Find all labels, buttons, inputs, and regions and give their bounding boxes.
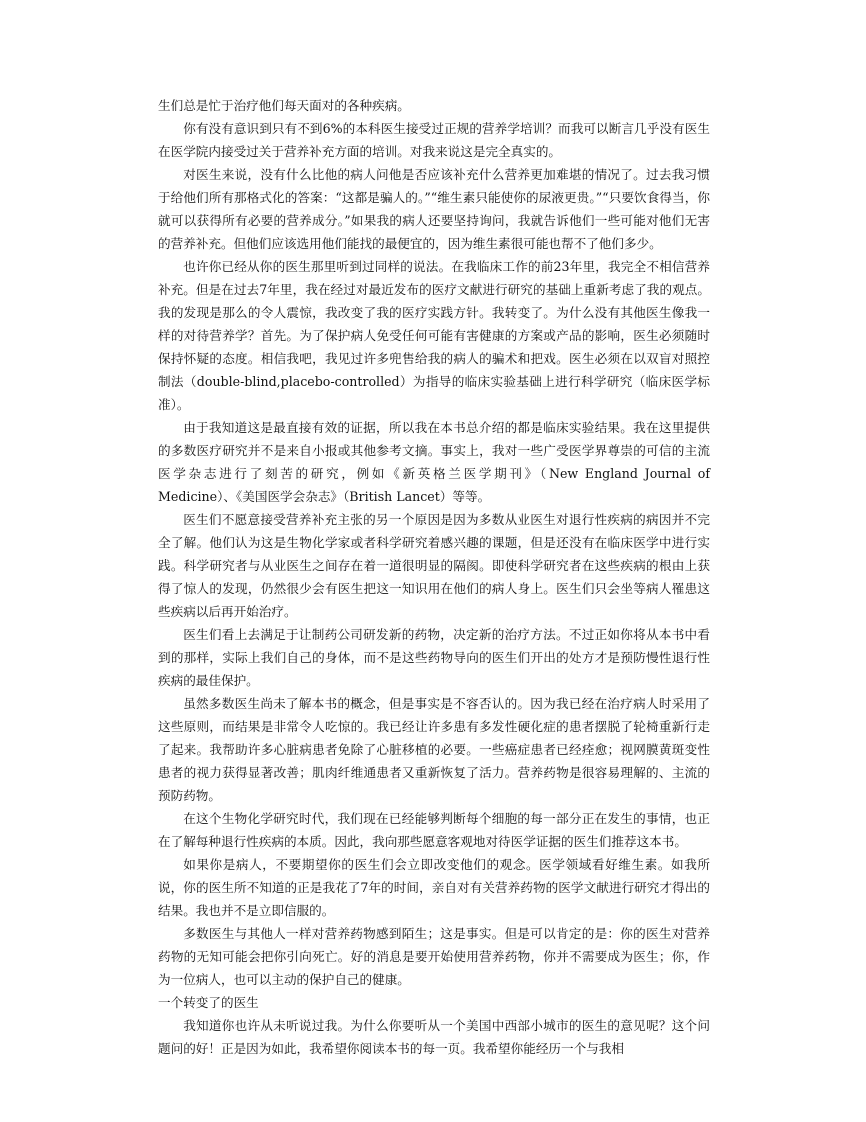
paragraph: 多数医生与其他人一样对营养药物感到陌生；这是事实。但是可以肯定的是：你的医生对营养药物的无知可能会把你引向死亡。好的消息是要开始使用营养药物，你并不需要成为医生；你，作为一位病人，也可以主动的保护自己的健康。	[158, 926, 710, 987]
paragraph: 在这个生物化学研究时代，我们现在已经能够判断每个细胞的每一部分正在发生的事情，也正在了解每种退行性疾病的本质。因此，我向那些愿意客观地对待医学证据的医生们推荐这本书。	[158, 811, 710, 849]
section-heading: 一个转变了的医生	[158, 995, 259, 1010]
paragraph: 对医生来说，没有什么比他的病人问他是否应该补充什么营养更加难堪的情况了。过去我习惯于给他们所有那格式化的答案：“这都是骗人的。”“维生素只能使你的尿液更贵。”“只要饮食得当，你就可以获得所有必要的营养成分。”如果我的病人还要坚持询问，我就告诉他们一些可能对他们无害的营养补充。但他们应该选用他们能找的最便宜的，因为维生素很可能也帮不了他们多少。	[158, 167, 710, 251]
paragraph: 虽然多数医生尚未了解本书的概念，但是事实是不容否认的。因为我已经在治疗病人时采用了这些原则，而结果是非常令人吃惊的。我已经让许多患有多发性硬化症的患者摆脱了轮椅重新行走了起来。我帮助许多心脏病患者免除了心脏移植的必要。一些癌症患者已经痊愈；视网膜黄斑变性患者的视力获得显著改善；肌肉纤维通患者又重新恢复了活力。营养药物是很容易理解的、主流的预防药物。	[158, 696, 710, 803]
paragraph: 你有没有意识到只有不到6%的本科医生接受过正规的营养学培训？而我可以断言几乎没有医生在医学院内接受过关于营养补充方面的培训。对我来说这是完全真实的。	[158, 121, 710, 159]
paragraph: 如果你是病人，不要期望你的医生们会立即改变他们的观念。医学领域看好维生素。如我所说，你的医生所不知道的正是我花了7年的时间，亲自对有关营养药物的医学文献进行研究才得出的结果。我也并不是立即信服的。	[158, 857, 710, 918]
paragraph: 医生们看上去满足于让制药公司研发新的药物，决定新的治疗方法。不过正如你将从本书中看到的那样，实际上我们自己的身体，而不是这些药物导向的医生们开出的处方才是预防慢性退行性疾病的最佳保护。	[158, 627, 710, 688]
paragraph-continuation: 生们总是忙于治疗他们每天面对的各种疾病。	[158, 98, 410, 113]
paragraph: 医生们不愿意接受营养补充主张的另一个原因是因为多数从业医生对退行性疾病的病因并不完全了解。他们认为这是生物化学家或者科学研究着感兴趣的课题，但是还没有在临床医学中进行实践。科学研究者与从业医生之间存在着一道很明显的隔阂。即使科学研究者在这些疾病的根由上获得了惊人的发现，仍然很少会有医生把这一知识用在他们的病人身上。医生们只会坐等病人罹患这些疾病以后再开始治疗。	[158, 512, 710, 619]
paragraph: 我知道你也许从未听说过我。为什么你要听从一个美国中西部小城市的医生的意见呢？这个问题问的好！正是因为如此，我希望你阅读本书的每一页。我希望你能经历一个与我相	[158, 1018, 710, 1056]
paragraph: 由于我知道这是最直接有效的证据，所以我在本书总介绍的都是临床实验结果。我在这里提供的多数医疗研究并不是来自小报或其他参考文摘。事实上，我对一些广受医学界尊崇的可信的主流医学杂志进行了刻苦的研究，例如《新英格兰医学期刊》（New England Journal of Medicine）、《美国医学会杂志》（British Lancet）等等。	[158, 420, 710, 504]
document-page	[158, 94, 710, 1060]
paragraph: 也许你已经从你的医生那里听到过同样的说法。在我临床工作的前23年里，我完全不相信营养补充。但是在过去7年里，我在经过对最近发布的医疗文献进行研究的基础上重新考虑了我的观点。我的发现是那么的令人震惊，我改变了我的医疗实践方针。我转变了。为什么没有其他医生像我一样的对待营养学？首先。为了保护病人免受任何可能有害健康的方案或产品的影响，医生必须随时保持怀疑的态度。相信我吧，我见过许多兜售给我的病人的骗术和把戏。医生必须在以双盲对照控制法（double-blind,placebo-controlled）为指导的临床实验基础上进行科学研究（临床医学标准）。	[158, 259, 710, 412]
